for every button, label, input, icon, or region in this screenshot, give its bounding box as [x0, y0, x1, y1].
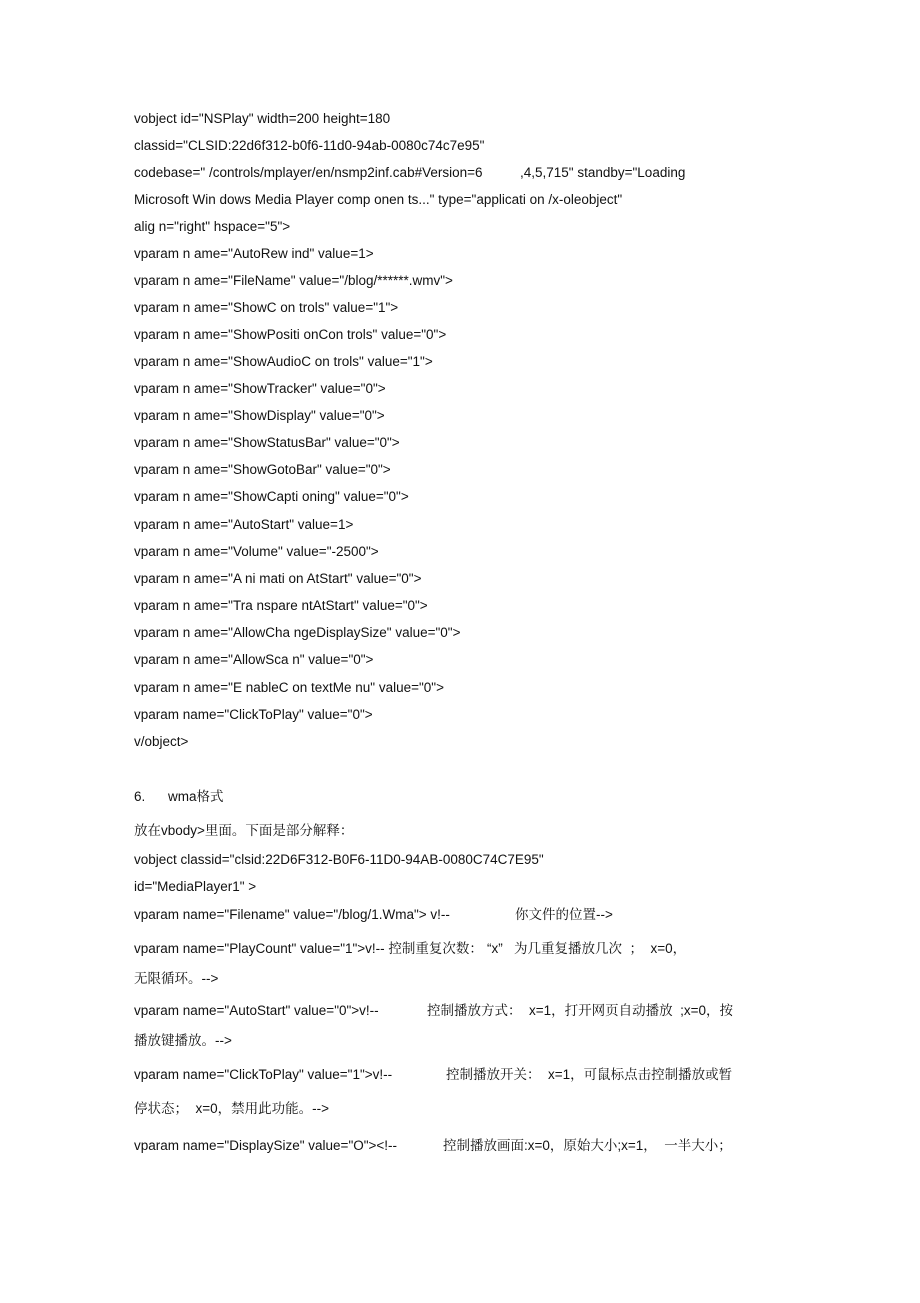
- code-line: codebase=" /controls/mplayer/en/nsmp2inf.cab#Version=6 ,4,5,715" standby="Loading: [134, 165, 686, 180]
- code-line: vparam n ame="Tra nspare ntAtStart" value="0">: [134, 598, 428, 613]
- code-line: v/object>: [134, 734, 189, 749]
- param-displaysize-comment: 控制播放画面:x=0，原始大小;x=1， 一半大小；: [443, 1138, 732, 1153]
- param-clicktoplay-comment: 控制播放开关： x=1，可鼠标点击控制播放或暂: [446, 1067, 733, 1082]
- code-line: alig n="right" hspace="5">: [134, 219, 291, 234]
- code-line: vparam n ame="E nableC on textMe nu" value="0">: [134, 680, 444, 695]
- code-line: Microsoft Win dows Media Player comp onen ts..." type="applicati on /x-oleobject": [134, 192, 623, 207]
- param-autostart-code: vparam name="AutoStart" value="0">v!--: [134, 1003, 379, 1018]
- section-title: wma格式: [168, 789, 224, 804]
- param-displaysize-code: vparam name="DisplaySize" value="O"><!--: [134, 1138, 398, 1153]
- code-line: vparam n ame="ShowTracker" value="0">: [134, 381, 386, 396]
- code-line: vparam n ame="ShowC on trols" value="1">: [134, 300, 399, 315]
- intro-text: 放在vbody>里面。下面是部分解释：: [134, 823, 354, 838]
- code-line: vparam n ame="ShowPositi onCon trols" value="0">: [134, 327, 447, 342]
- code-line: vparam n ame="ShowStatusBar" value="0">: [134, 435, 400, 450]
- code-line: vobject classid="clsid:22D6F312-B0F6-11D0-94AB-0080C74C7E95": [134, 852, 544, 867]
- code-line: classid="CLSID:22d6f312-b0f6-11d0-94ab-0080c74c7e95": [134, 138, 485, 153]
- param-autostart-comment: 控制播放方式： x=1，打开网页自动播放 ;x=0，按: [427, 1003, 734, 1018]
- code-line: vparam n ame="AutoRew ind" value=1>: [134, 246, 374, 261]
- code-line: vparam n ame="ShowDisplay" value="0">: [134, 408, 385, 423]
- code-line: vparam n ame="ShowAudioC on trols" value="1">: [134, 354, 433, 369]
- param-filename-code: vparam name="Filename" value="/blog/1.Wma"> v!--: [134, 907, 450, 922]
- param-autostart-wrap: 播放键播放。-->: [134, 1033, 232, 1048]
- code-line: vparam n ame="AutoStart" value=1>: [134, 517, 354, 532]
- param-playcount-code: vparam name="PlayCount" value="1">v!-- 控制重复次数：: [134, 941, 483, 956]
- code-line: vparam n ame="AllowCha ngeDisplaySize" value="0">: [134, 625, 461, 640]
- code-line: vparam n ame="A ni mati on AtStart" value="0">: [134, 571, 422, 586]
- code-line: vparam n ame="FileName" value="/blog/******.wmv">: [134, 273, 453, 288]
- code-line: vparam n ame="AllowSca n" value="0">: [134, 652, 374, 667]
- param-clicktoplay-code: vparam name="ClickToPlay" value="1">v!--: [134, 1067, 393, 1082]
- param-playcount-comment: “x” 为几重复播放几次 ； x=0，: [487, 941, 687, 956]
- code-line: vparam n ame="Volume" value="-2500">: [134, 544, 379, 559]
- code-line: vparam name="ClickToPlay" value="0">: [134, 707, 373, 722]
- param-clicktoplay-wrap: 停状态； x=0，禁用此功能。-->: [134, 1101, 330, 1116]
- param-playcount-wrap: 无限循环。-->: [134, 971, 219, 986]
- param-filename-comment: 你文件的位置-->: [515, 907, 613, 922]
- code-line: vparam n ame="ShowCapti oning" value="0">: [134, 489, 409, 504]
- code-line: vobject id="NSPlay" width=200 height=180: [134, 111, 391, 126]
- code-line: vparam n ame="ShowGotoBar" value="0">: [134, 462, 391, 477]
- section-number: 6.: [134, 789, 146, 804]
- code-line: id="MediaPlayer1" >: [134, 879, 257, 894]
